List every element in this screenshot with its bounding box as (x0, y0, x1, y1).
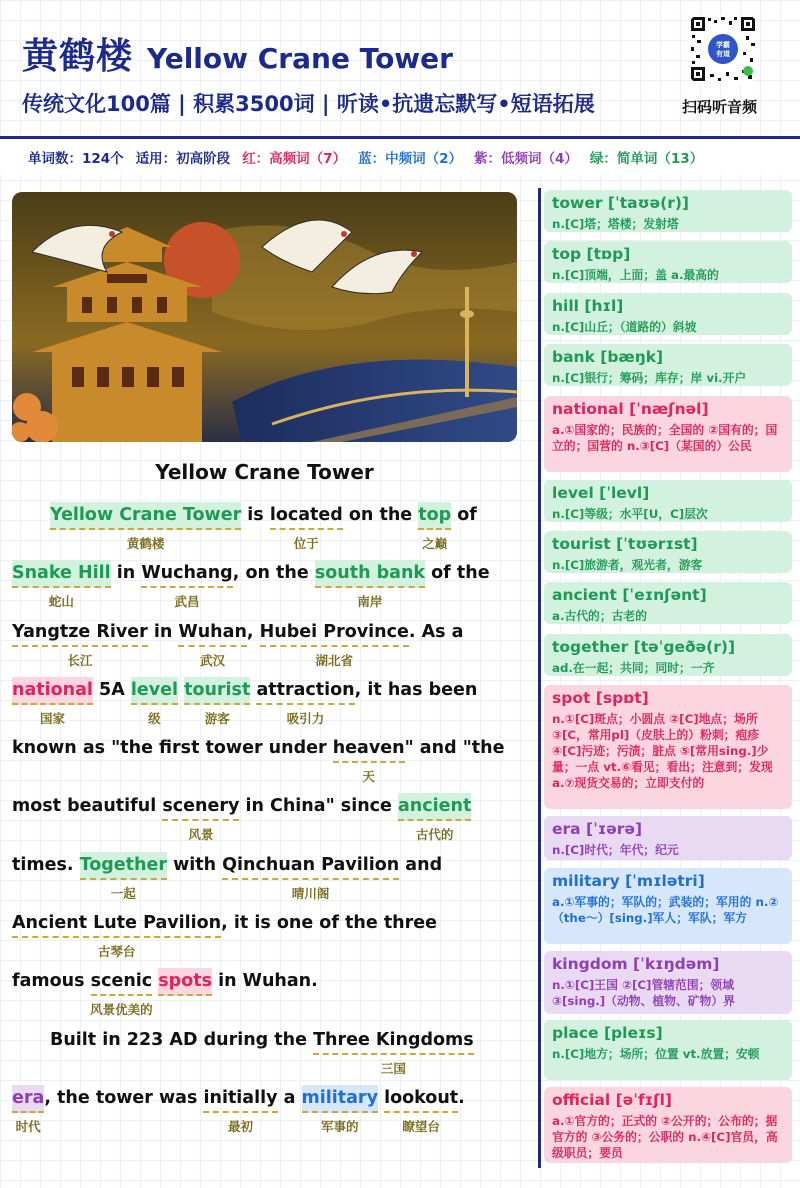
vocab-word[interactable] (222, 852, 400, 901)
vocab-headword: military [ˈmɪlətri] (552, 872, 705, 890)
vocab-word-text: located (269, 505, 343, 525)
stat-green: 绿：简单词（13） (589, 150, 704, 167)
vocab-card[interactable] (544, 344, 792, 386)
vocab-card[interactable] (544, 634, 792, 676)
vocab-word-text: Wuhan (178, 621, 247, 642)
stat-level: 适用：初高阶段 (135, 150, 231, 167)
word-gloss: 风景 (188, 827, 214, 843)
vocab-word[interactable] (12, 677, 93, 726)
article-line (12, 498, 524, 556)
article-text: in Wuhan. (212, 971, 318, 992)
vocab-word-text: spots (158, 971, 212, 992)
vocab-word[interactable] (162, 793, 240, 843)
stat-red: 红：高频词（7） (242, 150, 347, 167)
vocab-definition: a.①官方的；正式的 ②公开的；公布的；据官方的 ③公务的；公职的 n.④[C]官员，高级职员；要员 (552, 1114, 778, 1160)
article-text: of (451, 505, 477, 525)
vocab-word-text: Wuchang (141, 563, 233, 584)
vocab-headword: place [pleɪs] (552, 1024, 663, 1042)
vocab-word-text: era (12, 1087, 45, 1108)
vocab-card[interactable] (544, 531, 792, 573)
word-gloss: 瞭望台 (402, 1118, 440, 1134)
vocab-word-text: Yangtze River (12, 621, 148, 642)
word-gloss: 天 (362, 769, 375, 785)
vocab-headword: hill [hɪl] (552, 297, 624, 315)
word-gloss: 武昌 (174, 594, 200, 610)
article-text: and (399, 854, 443, 875)
vocab-word[interactable] (301, 1085, 378, 1134)
stats-bar (0, 136, 800, 174)
article-line (12, 556, 524, 614)
page-subtitle: 传统文化100篇 | 积累3500词 | 听读•抗遗忘默写•短语拓展 (22, 92, 595, 116)
vocab-headword: top [tɒp] (552, 245, 631, 263)
vocab-word-text: attraction (256, 679, 355, 700)
vocab-headword: tourist [ˈtʊərɪst] (552, 535, 698, 553)
word-gloss: 南岸 (357, 594, 383, 610)
page-title-cn: 黄鹤楼 (22, 36, 134, 77)
qr-code[interactable] (688, 14, 758, 84)
vocab-definition: ad.在一起；共同；同时；一齐 (552, 661, 715, 675)
vocab-word[interactable] (418, 502, 452, 551)
sidebar-rail (538, 188, 541, 1168)
article-text: on the (342, 505, 419, 525)
vocab-word[interactable] (141, 560, 233, 610)
vocab-word[interactable] (332, 735, 405, 785)
vocab-word-text: Yellow Crane Tower (50, 505, 242, 525)
article-text: , it is one of the three (221, 913, 438, 934)
article-text: in (147, 621, 179, 642)
word-gloss: 三国 (380, 1060, 406, 1076)
vocab-word[interactable] (50, 502, 242, 551)
vocab-headword: tower [ˈtaʊə(r)] (552, 194, 690, 212)
vocab-word-text: military (301, 1087, 378, 1108)
article-text: , (246, 621, 260, 642)
vocab-word[interactable] (313, 1027, 474, 1076)
vocab-card[interactable] (544, 868, 792, 944)
vocab-definition: n.[C]塔；塔楼；发射塔 (552, 217, 679, 231)
article-title: Yellow Crane Tower (155, 460, 374, 484)
word-gloss: 长江 (67, 652, 93, 668)
vocab-word[interactable] (256, 677, 355, 726)
word-gloss: 湖北省 (315, 652, 354, 668)
vocab-definition: n.[C]旅游者，观光者，游客 (552, 558, 703, 572)
vocab-card[interactable] (544, 1087, 792, 1163)
vocab-word-text: scenery (162, 796, 240, 817)
article-body (12, 498, 524, 1139)
article-text: Built in 223 AD during the (50, 1029, 314, 1050)
vocab-word-text: top (418, 505, 452, 525)
vocab-word[interactable] (314, 560, 426, 610)
vocab-word[interactable] (79, 852, 167, 901)
article-line (12, 964, 524, 1022)
vocab-card[interactable] (544, 951, 792, 1014)
vocab-word[interactable] (203, 1085, 278, 1134)
vocab-word-text: heaven (332, 738, 405, 759)
vocab-word-text: initially (203, 1087, 278, 1108)
vocab-definition: n.[C]地方；场所；位置 vt.放置；安顿 (552, 1047, 760, 1061)
vocab-headword: together [təˈgeðə(r)] (552, 638, 736, 656)
vocab-word-text: lookout (384, 1087, 459, 1108)
word-gloss: 风景优美的 (90, 1002, 153, 1018)
vocab-definition: n.①[C]斑点；小圆点 ②[C]地点；场所 ③[C，常用pl]（皮肤上的）粉刺；疱疹 ④[C]污迹；污渍；脏点 ⑤[常用sing.]少量；一点 vt.⑥看见；看出；注意到；发现 a.⑦现货交易的；立即支付的 (552, 712, 773, 790)
article-text: known as "the first tower under (12, 738, 333, 759)
svg-text:学霸: 学霸 (716, 41, 730, 49)
article-line (12, 1023, 524, 1081)
qr-code-icon (688, 14, 758, 84)
vocab-definition: n.[C]顶端，上面；盖 a.最高的 (552, 268, 719, 282)
article-text: with (166, 854, 223, 875)
article-line (12, 731, 524, 789)
vocab-card[interactable] (544, 241, 792, 283)
article-text: a (277, 1087, 302, 1108)
article-text: , the tower was (44, 1087, 204, 1108)
vocab-card[interactable] (544, 480, 792, 522)
vocab-word-text: national (12, 679, 93, 700)
word-gloss: 最初 (227, 1118, 254, 1134)
vocab-word-text: level (130, 679, 178, 700)
article-text: 5A (92, 679, 131, 700)
vocab-headword: national [ˈnæʃnəl] (552, 400, 709, 418)
vocab-definition: n.[C]时代；年代；纪元 (552, 843, 679, 857)
vocab-card[interactable] (544, 582, 792, 624)
vocab-definition: n.[C]山丘；（道路的）斜坡 (552, 320, 697, 334)
article-line (12, 906, 524, 964)
qr-label: 扫码听音频 (682, 98, 758, 116)
word-gloss: 一起 (110, 885, 136, 901)
vocab-definition: a.古代的；古老的 (552, 609, 648, 623)
page-title-en: Yellow Crane Tower (147, 42, 453, 75)
article-text: times. (12, 854, 80, 875)
word-gloss: 晴川阁 (291, 885, 330, 901)
vocab-card[interactable] (544, 685, 792, 809)
article-line (12, 673, 524, 731)
vocab-word[interactable] (184, 677, 251, 726)
article-line (12, 615, 524, 673)
vocab-word[interactable] (158, 968, 212, 996)
stat-word-count: 单词数：124个 (28, 150, 124, 167)
vocab-sidebar (530, 184, 800, 1170)
vocab-card[interactable] (544, 1020, 792, 1080)
article-text: , on the (232, 563, 315, 584)
vocab-word[interactable] (12, 910, 222, 960)
vocab-headword: bank [bæŋk] (552, 348, 664, 366)
vocab-word-text: Hubei Province (259, 621, 409, 642)
vocab-card[interactable] (544, 396, 792, 472)
word-gloss: 古代的 (415, 827, 454, 843)
vocab-headword: official [əˈfɪʃl] (552, 1091, 672, 1109)
vocab-word-text: ancient (398, 796, 472, 817)
vocab-card[interactable] (544, 293, 792, 335)
vocab-word-text: Qinchuan Pavilion (222, 854, 400, 875)
vocab-definition: n.[C]银行；筹码；库存；岸 vi.开户 (552, 371, 747, 385)
stat-blue: 蓝：中频词（2） (358, 150, 462, 167)
vocab-definition: n.①[C]王国 ②[C]管辖范围；领域 ③[sing.]（动物、植物、矿物）界 (552, 978, 735, 1008)
article-text: is (241, 505, 270, 525)
vocab-word-text: tourist (184, 679, 251, 700)
vocab-word-text: south bank (314, 563, 426, 584)
word-gloss: 之巅 (422, 536, 448, 551)
vocab-word[interactable] (90, 968, 153, 1018)
article-text: , it has been (354, 679, 478, 700)
article-line (12, 1081, 524, 1139)
word-gloss: 吸引力 (286, 710, 325, 726)
vocab-definition: a.①国家的；民族的；全国的 ②国有的；国立的；国营的 n.③[C]（某国的）公民 (552, 423, 778, 453)
vocab-card[interactable] (544, 816, 792, 860)
word-gloss: 时代 (15, 1118, 41, 1134)
hero-illustration (12, 192, 517, 442)
vocab-word[interactable] (12, 560, 111, 610)
page-header (22, 28, 453, 79)
vocab-definition: a.①军事的；军队的；武装的；军用的 n.②（the～）[sing.]军人；军队；军方 (552, 895, 779, 925)
article-text: in (110, 563, 142, 584)
vocab-word-text: Together (79, 854, 167, 875)
vocab-word-text: Snake Hill (12, 563, 111, 584)
vocab-headword: spot [spɒt] (552, 689, 649, 707)
vocab-word-text: Ancient Lute Pavilion (12, 913, 222, 934)
vocab-word[interactable] (12, 1085, 45, 1134)
vocab-word[interactable] (398, 793, 472, 843)
vocab-word[interactable] (12, 619, 148, 668)
vocab-word-text: Three Kingdoms (313, 1029, 474, 1050)
vocab-word-text: scenic (90, 971, 153, 992)
vocab-word[interactable] (269, 502, 343, 551)
word-gloss: 国家 (39, 710, 65, 726)
stat-purple: 紫：低频词（4） (474, 150, 578, 167)
article-line (12, 789, 524, 847)
vocab-word[interactable] (178, 619, 247, 668)
vocab-word[interactable] (259, 619, 409, 668)
vocab-headword: kingdom [ˈkɪŋdəm] (552, 955, 720, 973)
vocab-word[interactable] (384, 1085, 459, 1134)
word-gloss: 级 (148, 710, 161, 726)
crane-tower-illustration (12, 192, 517, 442)
word-gloss: 游客 (204, 710, 230, 726)
vocab-word[interactable] (130, 677, 178, 726)
word-gloss: 黄鹤楼 (126, 536, 165, 551)
vocab-card[interactable] (544, 190, 792, 232)
article-text: . As a (408, 621, 464, 642)
article-text: " and "the (404, 738, 505, 759)
article-text: of the (425, 563, 490, 584)
article-text: most beautiful (12, 796, 163, 817)
svg-text:有道: 有道 (716, 50, 730, 58)
word-gloss: 武汉 (200, 652, 226, 668)
word-gloss: 蛇山 (48, 594, 74, 610)
vocab-definition: n.[C]等级；水平[U，C]层次 (552, 507, 708, 521)
word-gloss: 军事的 (320, 1118, 359, 1134)
word-gloss: 古琴台 (97, 944, 136, 960)
word-gloss: 位于 (293, 536, 319, 551)
vocab-headword: era [ˈɪərə] (552, 820, 643, 838)
vocab-headword: ancient [ˈeɪnʃənt] (552, 586, 707, 604)
article-line (12, 848, 524, 906)
article-text: . (458, 1087, 465, 1108)
article-text: in China" since (239, 796, 398, 817)
article-text: famous (12, 971, 91, 992)
vocab-headword: level [ˈlevl] (552, 484, 650, 502)
